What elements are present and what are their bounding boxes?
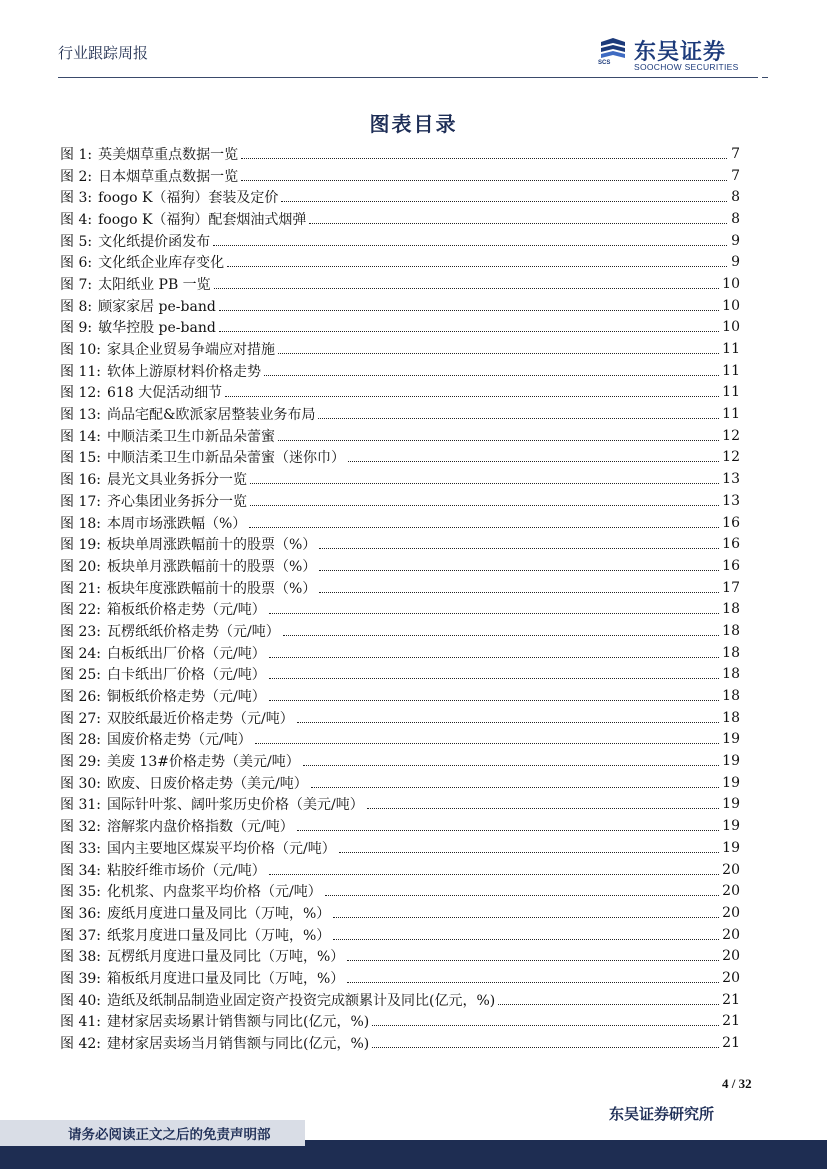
toc-entry-number: 图 41: bbox=[60, 1014, 101, 1031]
toc-entry-number: 图 32: bbox=[60, 819, 101, 836]
toc-entry-number: 图 16: bbox=[60, 472, 101, 489]
toc-leader-dots bbox=[214, 287, 719, 289]
toc-entry[interactable] bbox=[60, 772, 740, 794]
toc-entry-title: 建材家居卖场当月销售额与同比(亿元，%) bbox=[106, 1036, 370, 1053]
toc-entry-title: 板块单周涨跌幅前十的股票（%） bbox=[106, 537, 317, 554]
toc-entry[interactable] bbox=[60, 967, 740, 989]
toc-entry-title: 618 大促活动细节 bbox=[106, 385, 223, 402]
toc-entry-title: 瓦楞纸纸价格走势（元/吨） bbox=[106, 623, 280, 640]
toc-leader-dots bbox=[283, 634, 719, 636]
toc-entry-number: 图 27: bbox=[60, 710, 101, 727]
toc-entry[interactable] bbox=[60, 403, 740, 425]
toc-leader-dots bbox=[347, 959, 719, 961]
toc-entry-number: 图 37: bbox=[60, 927, 101, 944]
toc-entry-page: 13 bbox=[722, 492, 740, 509]
toc-entry-title: 铜板纸价格走势（元/吨） bbox=[106, 689, 266, 706]
toc-leader-dots bbox=[303, 764, 719, 766]
toc-entry-number: 图 22: bbox=[60, 602, 101, 619]
toc-entry-title: 国际针叶浆、阔叶浆历史价格（美元/吨） bbox=[106, 797, 364, 814]
toc-entry-title: 本周市场涨跌幅（%） bbox=[106, 515, 247, 532]
toc-entry-page: 20 bbox=[722, 904, 740, 921]
toc-entry-number: 图 17: bbox=[60, 493, 101, 510]
toc-entry-title: 白板纸出厂价格（元/吨） bbox=[106, 645, 266, 662]
toc-entry[interactable] bbox=[60, 685, 740, 707]
toc-entry-number: 图 29: bbox=[60, 754, 101, 771]
toc-entry-title: 日本烟草重点数据一览 bbox=[98, 168, 239, 185]
toc-entry-page: 18 bbox=[722, 622, 740, 639]
toc-entry-title: 板块单月涨跌幅前十的股票（%） bbox=[106, 558, 317, 575]
toc-leader-dots bbox=[347, 981, 719, 983]
toc-entry-number: 图 3: bbox=[60, 190, 93, 207]
toc-entry-page: 20 bbox=[722, 883, 740, 900]
toc-entry-page: 13 bbox=[722, 471, 740, 488]
toc-leader-dots bbox=[281, 200, 727, 202]
toc-entry-page: 19 bbox=[722, 818, 740, 835]
toc-entry[interactable] bbox=[60, 577, 740, 599]
toc-entry[interactable] bbox=[60, 338, 740, 360]
toc-entry-title: 英美烟草重点数据一览 bbox=[98, 146, 239, 163]
toc-entry-title: 文化纸企业库存变化 bbox=[98, 255, 225, 272]
toc-leader-dots bbox=[319, 547, 719, 549]
toc-entry-number: 图 33: bbox=[60, 840, 101, 857]
toc-entry-title: 太阳纸业 PB 一览 bbox=[98, 276, 211, 293]
toc-entry-number: 图 14: bbox=[60, 428, 101, 445]
toc-entry[interactable] bbox=[60, 902, 740, 924]
toc-leader-dots bbox=[255, 742, 719, 744]
toc-entry-page: 9 bbox=[731, 254, 740, 271]
toc-leader-dots bbox=[241, 157, 727, 159]
toc-entry-number: 图 30: bbox=[60, 775, 101, 792]
toc-entry-page: 11 bbox=[722, 406, 740, 423]
toc-entry-title: 美废 13#价格走势（美元/吨） bbox=[106, 754, 300, 771]
toc-leader-dots bbox=[241, 179, 727, 181]
toc-entry-title: 建材家居卖场累计销售额与同比(亿元，%) bbox=[106, 1014, 370, 1031]
toc-entry-title: foogo K（福狗）配套烟油式烟弹 bbox=[98, 211, 307, 228]
toc-entry-number: 图 42: bbox=[60, 1036, 101, 1053]
toc-entry[interactable] bbox=[60, 165, 740, 187]
toc-leader-dots bbox=[227, 265, 727, 267]
toc-entry[interactable] bbox=[60, 490, 740, 512]
toc-entry-number: 图 31: bbox=[60, 797, 101, 814]
toc-entry-page: 18 bbox=[722, 644, 740, 661]
toc-entry[interactable] bbox=[60, 729, 740, 751]
toc-entry-number: 图 34: bbox=[60, 862, 101, 879]
logo-chinese-name: 东吴证券 bbox=[634, 40, 727, 65]
toc-entry-page: 11 bbox=[722, 384, 740, 401]
toc-entry[interactable] bbox=[60, 425, 740, 447]
toc-leader-dots bbox=[264, 374, 719, 376]
toc-entry-number: 图 1: bbox=[60, 146, 93, 163]
toc-entry[interactable] bbox=[60, 1032, 740, 1054]
toc-entry-title: 板块年度涨跌幅前十的股票（%） bbox=[106, 580, 317, 597]
toc-entry[interactable] bbox=[60, 859, 740, 881]
toc-leader-dots bbox=[278, 352, 719, 354]
toc-leader-dots bbox=[250, 504, 719, 506]
toc-entry-number: 图 26: bbox=[60, 689, 101, 706]
toc-leader-dots bbox=[498, 1003, 719, 1005]
toc-entry[interactable] bbox=[60, 512, 740, 534]
toc-entry[interactable] bbox=[60, 317, 740, 339]
toc-entry-page: 20 bbox=[722, 948, 740, 965]
toc-leader-dots bbox=[348, 460, 719, 462]
toc-entry-page: 19 bbox=[722, 753, 740, 770]
toc-leader-dots bbox=[219, 309, 719, 311]
toc-entry[interactable] bbox=[60, 815, 740, 837]
header-divider-end bbox=[762, 77, 768, 78]
toc-entry-title: 敏华控股 pe-band bbox=[98, 320, 216, 337]
toc-leader-dots bbox=[278, 439, 719, 441]
toc-entry-page: 21 bbox=[722, 1013, 740, 1030]
toc-entry-number: 图 9: bbox=[60, 320, 93, 337]
toc-entry-page: 19 bbox=[722, 731, 740, 748]
toc-entry-page: 18 bbox=[722, 601, 740, 618]
toc-leader-dots bbox=[318, 417, 719, 419]
toc-entry-number: 图 23: bbox=[60, 623, 101, 640]
toc-entry[interactable] bbox=[60, 989, 740, 1011]
toc-entry-page: 11 bbox=[722, 341, 740, 358]
toc-entry-title: 文化纸提价函发布 bbox=[98, 233, 211, 250]
toc-entry-title: 家具企业贸易争端应对措施 bbox=[106, 342, 275, 359]
toc-entry[interactable] bbox=[60, 664, 740, 686]
toc-entry-title: 造纸及纸制品制造业固定资产投资完成额累计及同比(亿元，%) bbox=[106, 992, 496, 1009]
toc-entry[interactable] bbox=[60, 945, 740, 967]
toc-entry[interactable] bbox=[60, 186, 740, 208]
toc-entry-page: 10 bbox=[722, 275, 740, 292]
toc-entry-title: 尚品宅配&欧派家居整装业务布局 bbox=[106, 407, 316, 424]
footer-dark-band bbox=[0, 1146, 827, 1169]
toc-leader-dots bbox=[372, 1024, 719, 1026]
toc-leader-dots bbox=[250, 482, 719, 484]
toc-entry-title: 国内主要地区煤炭平均价格（元/吨） bbox=[106, 840, 336, 857]
toc-entry-number: 图 20: bbox=[60, 558, 101, 575]
toc-entry-number: 图 35: bbox=[60, 884, 101, 901]
page-number: 4 / 32 bbox=[722, 1076, 752, 1091]
toc-entry-page: 20 bbox=[722, 861, 740, 878]
toc-entry[interactable] bbox=[60, 707, 740, 729]
toc-entry-page: 12 bbox=[722, 427, 740, 444]
footer-organization: 东吴证券研究所 bbox=[609, 1105, 715, 1123]
toc-entry-number: 图 12: bbox=[60, 385, 101, 402]
toc-entry-title: 欧废、日废价格走势（美元/吨） bbox=[106, 775, 308, 792]
toc-entry-number: 图 7: bbox=[60, 276, 93, 293]
toc-leader-dots bbox=[297, 829, 719, 831]
toc-entry[interactable] bbox=[60, 468, 740, 490]
toc-entry-number: 图 18: bbox=[60, 515, 101, 532]
toc-entry[interactable] bbox=[60, 208, 740, 230]
toc-entry-number: 图 11: bbox=[60, 363, 101, 380]
toc-entry[interactable] bbox=[60, 620, 740, 642]
toc-entry-title: 纸浆月度进口量及同比（万吨，%） bbox=[106, 927, 331, 944]
toc-entry[interactable] bbox=[60, 251, 740, 273]
toc-entry-number: 图 36: bbox=[60, 905, 101, 922]
toc-entry-title: 国废价格走势（元/吨） bbox=[106, 732, 252, 749]
toc-entry-number: 图 5: bbox=[60, 233, 93, 250]
toc-leader-dots bbox=[319, 569, 719, 571]
toc-entry-page: 18 bbox=[722, 709, 740, 726]
toc-entry-title: 废纸月度进口量及同比（万吨，%） bbox=[106, 905, 331, 922]
company-logo bbox=[597, 36, 767, 72]
toc-entry-page: 21 bbox=[722, 991, 740, 1008]
toc-entry-number: 图 2: bbox=[60, 168, 93, 185]
toc-entry[interactable] bbox=[60, 382, 740, 404]
toc-entry-title: foogo K（福狗）套装及定价 bbox=[98, 190, 279, 207]
toc-entry-number: 图 19: bbox=[60, 537, 101, 554]
toc-leader-dots bbox=[319, 591, 719, 593]
toc-entry-page: 10 bbox=[722, 319, 740, 336]
toc-leader-dots bbox=[269, 873, 719, 875]
toc-entry-number: 图 38: bbox=[60, 949, 101, 966]
toc-entry-page: 10 bbox=[722, 297, 740, 314]
toc-entry-title: 中顺洁柔卫生巾新品朵蕾蜜 bbox=[106, 428, 275, 445]
toc-entry-page: 19 bbox=[722, 774, 740, 791]
toc-entry-page: 7 bbox=[731, 145, 740, 162]
toc-entry-number: 图 4: bbox=[60, 211, 93, 228]
toc-entry-title: 瓦楞纸月度进口量及同比（万吨，%） bbox=[106, 949, 345, 966]
toc-entry-page: 16 bbox=[722, 514, 740, 531]
toc-entry-page: 11 bbox=[722, 362, 740, 379]
toc-entry[interactable] bbox=[60, 880, 740, 902]
toc-entry-number: 图 25: bbox=[60, 667, 101, 684]
toc-entry[interactable] bbox=[60, 794, 740, 816]
toc-entry-title: 粘胶纤维市场价（元/吨） bbox=[106, 862, 266, 879]
toc-leader-dots bbox=[219, 330, 719, 332]
report-type-label: 行业跟踪周报 bbox=[58, 44, 149, 62]
toc-entry-page: 18 bbox=[722, 666, 740, 683]
toc-entry-page: 18 bbox=[722, 688, 740, 705]
toc-entry-title: 齐心集团业务拆分一览 bbox=[106, 493, 247, 510]
toc-entry[interactable] bbox=[60, 598, 740, 620]
toc-entry-number: 图 10: bbox=[60, 342, 101, 359]
toc-leader-dots bbox=[213, 244, 727, 246]
toc-leader-dots bbox=[325, 894, 719, 896]
toc-entry[interactable] bbox=[60, 230, 740, 252]
toc-leader-dots bbox=[269, 699, 719, 701]
toc-leader-dots bbox=[311, 786, 719, 788]
toc-leader-dots bbox=[249, 526, 719, 528]
toc-entry[interactable] bbox=[60, 837, 740, 859]
toc-entry-number: 图 28: bbox=[60, 732, 101, 749]
toc-leader-dots bbox=[372, 1046, 719, 1048]
toc-entry-page: 16 bbox=[722, 557, 740, 574]
toc-entry[interactable] bbox=[60, 360, 740, 382]
toc-entry-title: 溶解浆内盘价格指数（元/吨） bbox=[106, 819, 294, 836]
toc-entry-page: 21 bbox=[722, 1035, 740, 1052]
toc-entry[interactable] bbox=[60, 533, 740, 555]
toc-entry-page: 9 bbox=[731, 232, 740, 249]
toc-entry-number: 图 24: bbox=[60, 645, 101, 662]
toc-entry-title: 箱板纸价格走势（元/吨） bbox=[106, 602, 266, 619]
toc-entry-title: 晨光文具业务拆分一览 bbox=[106, 472, 247, 489]
toc-leader-dots bbox=[269, 677, 719, 679]
toc-entry-page: 19 bbox=[722, 796, 740, 813]
toc-leader-dots bbox=[333, 938, 719, 940]
toc-leader-dots bbox=[297, 721, 719, 723]
toc-leader-dots bbox=[269, 656, 719, 658]
toc-entry[interactable] bbox=[60, 447, 740, 469]
toc-leader-dots bbox=[333, 916, 719, 918]
toc-entry-number: 图 21: bbox=[60, 580, 101, 597]
toc-entry-number: 图 39: bbox=[60, 970, 101, 987]
toc-entry-page: 12 bbox=[722, 449, 740, 466]
toc-entry-number: 图 15: bbox=[60, 450, 101, 467]
toc-leader-dots bbox=[339, 851, 719, 853]
toc-entry-page: 17 bbox=[722, 579, 740, 596]
header-divider bbox=[58, 77, 758, 78]
toc-entry-title: 顾家家居 pe-band bbox=[98, 298, 216, 315]
toc-entry[interactable] bbox=[60, 642, 740, 664]
toc-leader-dots bbox=[269, 612, 719, 614]
footer-disclaimer[interactable]: 请务必阅读正文之后的免责声明部 bbox=[68, 1127, 271, 1143]
toc-entry[interactable] bbox=[60, 273, 740, 295]
toc-entry-page: 8 bbox=[731, 189, 740, 206]
toc-entry-number: 图 6: bbox=[60, 255, 93, 272]
toc-entry-number: 图 13: bbox=[60, 407, 101, 424]
toc-entry[interactable] bbox=[60, 555, 740, 577]
figure-index-list bbox=[60, 143, 740, 1054]
toc-entry-title: 化机浆、内盘浆平均价格（元/吨） bbox=[106, 884, 322, 901]
toc-entry-number: 图 40: bbox=[60, 992, 101, 1009]
toc-entry-page: 7 bbox=[731, 167, 740, 184]
toc-entry-page: 20 bbox=[722, 926, 740, 943]
toc-leader-dots bbox=[309, 222, 727, 224]
toc-leader-dots bbox=[367, 807, 719, 809]
toc-entry[interactable] bbox=[60, 1011, 740, 1033]
toc-entry-page: 8 bbox=[731, 210, 740, 227]
toc-entry-title: 中顺洁柔卫生巾新品朵蕾蜜（迷你巾） bbox=[106, 450, 345, 467]
toc-entry-page: 19 bbox=[722, 839, 740, 856]
toc-entry-page: 16 bbox=[722, 536, 740, 553]
toc-entry[interactable] bbox=[60, 924, 740, 946]
toc-leader-dots bbox=[225, 395, 719, 397]
toc-entry[interactable] bbox=[60, 750, 740, 772]
toc-entry[interactable] bbox=[60, 295, 740, 317]
toc-entry-title: 双胶纸最近价格走势（元/吨） bbox=[106, 710, 294, 727]
toc-entry-title: 软体上游原材料价格走势 bbox=[106, 363, 261, 380]
toc-entry-page: 20 bbox=[722, 969, 740, 986]
page-title: 图表目录 bbox=[369, 112, 458, 136]
logo-scs-text: SCS bbox=[598, 60, 611, 66]
logo-english-name: SOOCHOW SECURITIES bbox=[634, 62, 739, 72]
toc-entry-title: 白卡纸出厂价格（元/吨） bbox=[106, 667, 266, 684]
toc-entry-number: 图 8: bbox=[60, 298, 93, 315]
toc-entry[interactable] bbox=[60, 143, 740, 165]
toc-entry-title: 箱板纸月度进口量及同比（万吨，%） bbox=[106, 970, 345, 987]
